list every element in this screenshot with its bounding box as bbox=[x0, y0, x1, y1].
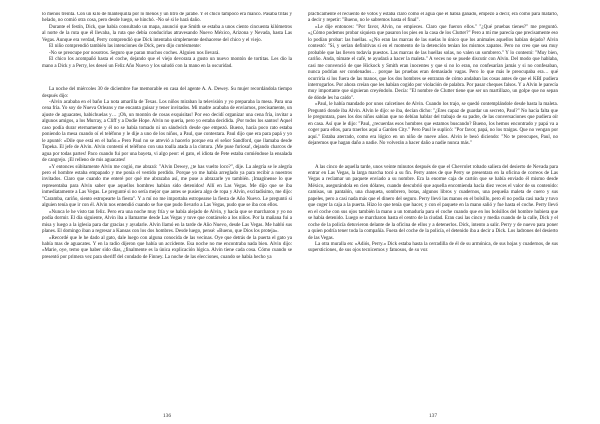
left-paragraph-4: -No se preocupe por nosotros. Seguro que paran muchos coches. Alguien nos llevará. bbox=[49, 50, 220, 56]
section-break bbox=[42, 70, 292, 87]
right-paragraph-5: La otra muralla en: «Adiós, Perry.» Dick estaba hasta la cerradilla de él de su armónica, de sus hojas y cuadernos, de sus supersticiones, de sus ojos tecnicemos y fatuosos, de su voz bbox=[308, 241, 558, 254]
left-page-number: 136 bbox=[162, 413, 172, 419]
left-paragraph-6: La noche del miércoles 30 de diciembre fue memorable en casa del agente A. A. Dewey. Su mujer recordándola tiempo después dijo: bbox=[42, 87, 292, 99]
left-page bbox=[42, 12, 292, 406]
left-paragraph-2: Durante el festín, Dick, que había consultado un mapa, anunció que Smith se estaba a unos ciento cincuenta kilómetros al norte de la ruta que él llevaba, la ruta que debía conducirlas atravesando Nuevo México, Arizona y Nevada, hasta Las Vegas. Aunque era verdad, Perry comprendió que Dick intentaba simplemente deshacerse del chico y el viejo. bbox=[42, 24, 292, 43]
right-page-number: 137 bbox=[428, 413, 438, 419]
left-paragraph-3: El niño comprendió también las intenciones de Dick, pero dijo cortésmente: bbox=[49, 44, 202, 50]
right-paragraph-4: A las cinco de aquella tarde, unos veinte minutos después de que el Chevrolet robado saliera del desierto de Nevada para entrar en Las Vegas, la larga marcha tocó a su fin. Perry antes de que Perry se presentara en la oficina de correos de Las Vegas a reclamar un paquete enviado a su nombre. Era la enorme caja de cartón que se había enviado él mismo desde México, asegurándola en cien dólares, cuando descubrió que aquella encomienda hacía diez veces el valor de su contenido: camisas, un pantalón, una chaqueta, sombrero, botas, algunos libros y cuadernos, una pequeña maleta de cuero y sus papeles, pero a casi nada más que el dinero del seguro. Perry llevó las manos en el bolsillo, pero él no podía casi nada y tuvo que coger la caja a la puerta. Hizo lo que tenía que hacer, y con el paquete en la mano salió y fue hasta el coche. Perry llevó en el coche con sus ojos también la mano a un tomaduría para el coche cuando que en los bolsillos del hombre hubiera que se había detenido. Luego se marcharon hasta el centro de la ciudad. Eran casi las cinco y media cuando de la calle, Dick y el coche de la policía detuvieron delante de la oficina de ellos y a detenerlos. Dick, intento a salir. Perry y de nuevo para poner a quien podría tener toda la compañía. Fuera del coche de la policía, el detenido iba a decir a Dick. Los ladrones del desierto de las Vegas. bbox=[308, 164, 558, 241]
left-paragraph-5: El chico los acompañó hasta el coche, dejando que el viejo devorara a gusto un nuevo montón de tortitas. Les dio la mano a Dick y a Perry, les deseó un Feliz Año Nuevo y los saludó con la mano en la oscuridad. bbox=[42, 57, 292, 69]
left-paragraph-10: »Recordé que le he dado al gato, dale luego con alguna conocida de las vecinas. Oye que detrás de la puerta el gato ya había mas de aguacates. Y en la radio dijeron que había un accidente. Esa noche no me encontraba nada bien. Alvin dijo: «Marie, oye, temo que haber sido días, ¿finalmente es la única explicación lógica. Alvin tiene cada cosa. Cómo cuando se presentó por primera vez para sheriff del condado de Finney. La noche de las elecciones, cuando se había hecho ya bbox=[42, 235, 292, 260]
left-paragraph-8: »Y entonces súbitamente Alvin me cogió, me abrazó: "Alvin Dewey, ¿te has vuelto loco?", dije. La alegría se le alegría pero el hombre estaba empapado y me ponía el vestido perdido. Porque yo me había arreglado ya para recibir a nuestros invitados. Claro que cuando me enteré por qué me abrazaba así, me puse a abrazarle yo también. ¡Imagínense lo que representaba para Alvin saber que aquellos hombres habían sido detenidos! Allí en Las Vegas. Me dijo que se iba inmediatamente a Las Vegas. Le pregunté si no sería mejor que antes se pusiera algo de ropa y Alvin, excitadísimo, me dijo: "Caramba, cariño, siento estropearte la fiesta". Y a mí no me importaba estropearse la fiesta de Año Nuevo. Le preguntó si alguien tenía que ir con él. Alvin nos entendió cuando se fue que pudo llevarlo a Las Vegas, pudo que se iba con ellos. bbox=[42, 164, 292, 209]
left-paragraph-9: »Nunca le he visto tan feliz. Pero era una noche muy fría y se había alejado de Alvin, y hacía que se marcharon y yo no podía dormir. El día siguiente, Alvin iba a llamarme desde Las Vegas y tuve que contárselo a los niños. Por la mañana fui a misa y luego a la iglesia para dar gracias y ayudarle. Alvin llamó en la tarde de Año Nuevo, desde Las Vegas. Me habló sus planes. El domingo iban a regresar a Kansas con los dos hombres. Desde luego, pensé: «Bueno, que Dios los proteja». bbox=[42, 209, 292, 235]
right-paragraph-1: prácticamente el recuento de votos y estaba claro como el agua que él había ganado, empezó a decir, era como para matarlo, a decir y repetir: "Bueno, no le sabremos hasta el final". bbox=[308, 12, 558, 24]
right-page bbox=[308, 12, 558, 406]
left-paragraph-1: lo menos treinta. Con un kilo de mantequilla por lo menos y un litro de jarabe. Y el chico tampoco era manco. Pasaba tritas y helado, no comió otra cosa, pero desde luego, se hinchó. -No sé si le hará daño. bbox=[42, 12, 292, 24]
left-paragraph-7: -Alvin acababa en el baño La nota amarilla de Texas. Los niños miraban la televisión y yo preparaba la mesa. Para una cena fría. Yo soy de Nueva Orleans y me encanta guisar y tener invitados. Mi madre acababa de enviarnos, precisamente, un ajuste de aguacates, habichuelas y… ¡Oh, un montón de cosas exquisitas! Por eso decidí organizar una cena fría, invitar a algunos amigos, a los Murray, a Cliff y a Dodie Hope. Alvin no quería, pero yo estaba decidida. ¡Por todos los santos! Aquel caso podía durar eternamente y él no se había tomado ni un sándwich desde que empezó. Bueno, hacía poco rato estaba poniendo la mesa cuando oí el teléfono y le dije a uno de los niños, a Paul, que contestara. Paul dijo que era para papá y yo le apunté: «Dile que está en el baño.» Pero Paul no se atrevió a hacerlo porque era el señor Sandford, que llamaba desde Topeka. El jefe de Alvin. Alvin contestó el teléfono con una toalla atada a la cintura. ¡Me puse furiosa!, dejando charcos de agua por todas partes! Paco cuando fui por una bayeta, vi algo peor: el gato, el idiota de Pete estaba comiéndose la ensalada de cangrejo. ¡El relleno de mis aguacates! bbox=[42, 99, 292, 164]
right-paragraph-2: »Le dije entonces: "Por favor, Alvin, no empieces. Claro que fueron ellos." "¿Qué pruebas tienes?" me preguntó. «¿Cómo podemos probar siquiera que pasaron los pies en la casa de los Clutter?" Pero a mí me parecía que precisamente eso lo podían probar: las huellas. «¿No eran las marcas de las suelas lo único que los animales aquellos habían dejado? Alvin contestó: "Sí, y serían definitivas si en el momento de la detención tenían los mismos zapatos. Pero no creo que sea muy probable que las lleven todavía puestos. Las marcas de las huellas solas, no valen un sombrero." Y lo contestó: "Muy bien, cariño. Anda, túmate el café, te ayudará a hacer la maleta." A veces no se puede discutir con Alvin. Del modo que hablaba, casi me convenció de que Hickock y Smith eran inocentes y que si no lo eran, no confesarían jamás y si no confesaban, nunca podrían ser condenados… porque las pruebas eran demasiado vagas. Pero lo que más le preocupaba era… qué ocurriría si los fuera de las manos, que los dos hombres se entraran de cómo andaban las cosas antes de que el KBI pudiera interrogarlos. Por ahora creían que les habían cogido por violación de palabra. Por pasar cheques falsos. Y a Alvin le parecía muy importante que siguieran creyéndolo. Decía: "El nombre de Clutter tiene que ser un martillazo, un golpe que no sepan de dónde les ha caído". bbox=[308, 24, 558, 101]
right-paragraph-3: »Paul, le había mandado por unos calcetines de Alvin. Cuando los trajo, se quedó contemplándole desde hasta la maleta. Preguntó donde iba Alvin. Alvin le dijo: se iba, decían dicho: "¿Eres capaz de guardar un secreto, Paul?" No hacía falta que le preguntara, pues los dos niños sabían que no debían hablar del trabajo de su padre, de las conversaciones que pudiera oír en casa. Así que le dijo: "Paul, ¿recuerdas esos hombres que estamos buscando? Bueno, los hemos encontrado y papá va a coger para ellos, para traerlos aquí a Garden City." Pero Paul le suplicó: "Por favor, papá, no los traigas. Que no vengan por aquí." Estaba aterrado, como era lógico en un niño de nueve años. Alvin le besó diciendo: "No te preocupes, Paul, no dejaremos que hagan daño a nadie. No volverán a hacer daño a nadie nunca más." bbox=[308, 102, 558, 147]
section-break bbox=[308, 148, 558, 165]
